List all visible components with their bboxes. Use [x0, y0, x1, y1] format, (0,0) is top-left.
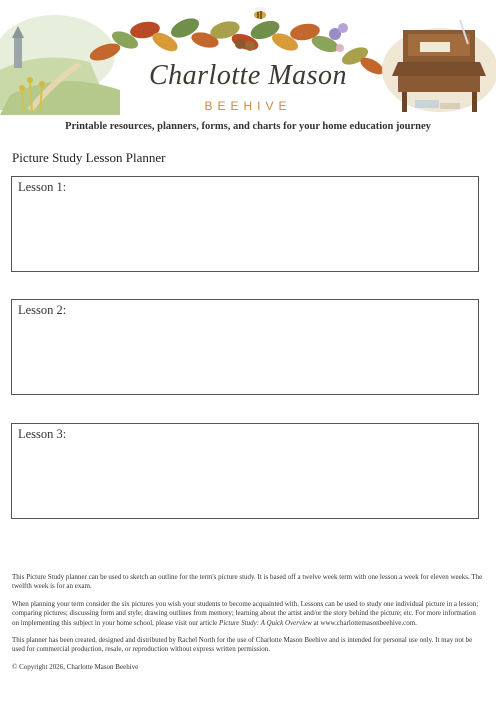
brand-title: Charlotte Mason — [148, 60, 348, 91]
copyright-note: © Copyright 2026, Charlotte Mason Beehive — [12, 662, 139, 671]
page-title: Picture Study Lesson Planner — [12, 150, 166, 165]
license-note: This planner has been created, designed and distributed by Rachel North for the use of Charlotte Mason Beehive and is intended for personal use only. It may not be used for commercial production, resale, or reproduction without express written permission. — [12, 636, 473, 654]
planning-note — [12, 600, 484, 628]
footer-notes — [12, 573, 484, 672]
brand-subtitle: BEEHIVE — [204, 99, 292, 113]
article-title-link[interactable]: Picture Study: A Quick Overview — [219, 618, 312, 627]
lesson-1-label: Lesson 1: — [18, 180, 67, 194]
lesson-3-label: Lesson 3: — [18, 427, 67, 441]
bee-icon — [254, 7, 266, 19]
lesson-2-box[interactable] — [11, 299, 479, 395]
header-banner — [0, 0, 496, 120]
planning-text: When planning your term consider the six pictures you wish your students to become acquainted with. Lessons can be used to study one individual picture in a lesson; comparing pictures; discussing form and style; drawing outlines from memory; learning about the artist and/or the story behind the picture; etc. For more information on implementing this subject in your home school, please visit our article — [12, 599, 479, 627]
lesson-2-label: Lesson 2: — [18, 303, 67, 317]
website-reference: at www.charlottemasonbeehive.com. — [313, 618, 417, 627]
lesson-1-box[interactable] — [11, 176, 479, 272]
intro-note: This Picture Study planner can be used to sketch an outline for the term's picture study. It is based off a twelve week term with one lesson a week for eleven weeks. The twelfth week is for an exam. — [12, 573, 483, 591]
tagline: Printable resources, planners, forms, and charts for your home education journey — [65, 121, 431, 132]
lesson-3-box[interactable] — [11, 423, 479, 519]
